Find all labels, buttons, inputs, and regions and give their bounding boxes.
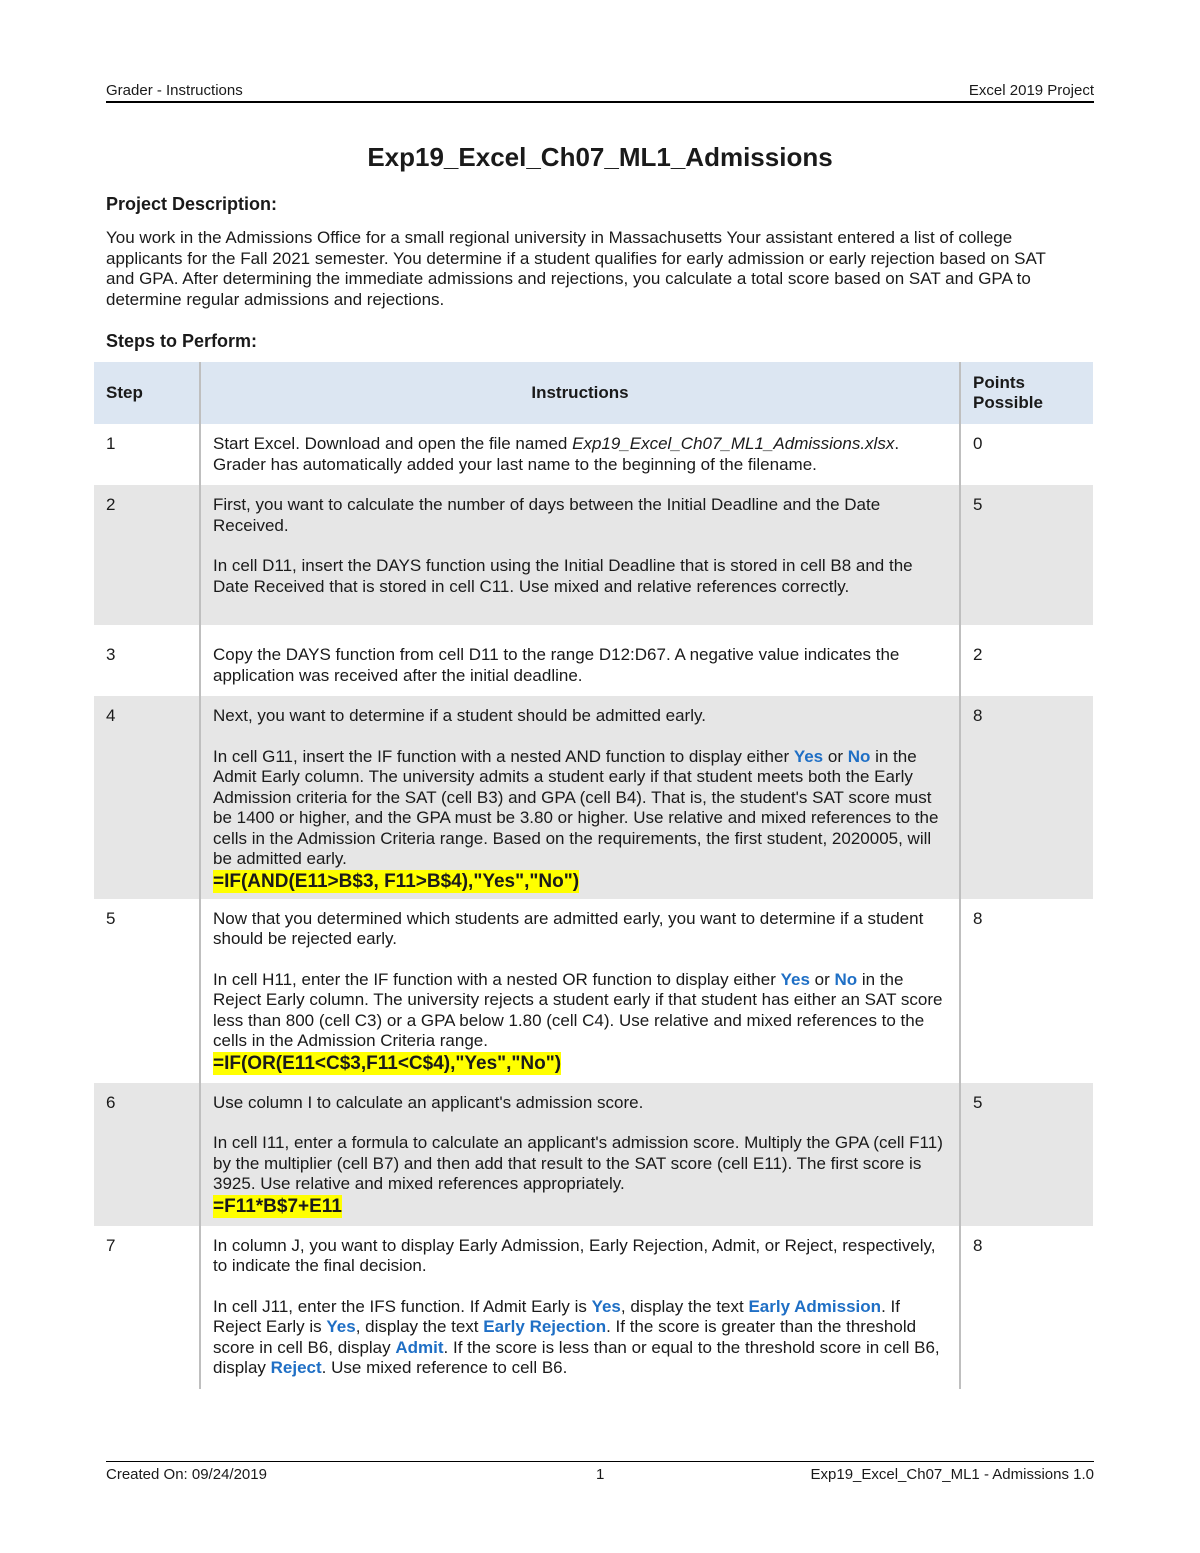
instruction-text: , display the text [355,1317,484,1336]
instruction-text: or [823,746,848,766]
table-row [94,1083,1093,1226]
instruction-text: or [809,969,835,989]
description-line: applicants for the Fall 2021 semester. You determine if a student qualifies for early admission or early rejection based on SAT [106,248,1046,268]
step-number: 2 [94,485,200,625]
header-instructions: Instructions [200,362,960,424]
keyword-early-rejection: Early Rejection [483,1317,607,1336]
step-instructions [200,899,960,1083]
instruction-text: In cell G11, insert the IF function with a nested AND function to display either [213,746,794,766]
step-instructions [200,1083,960,1226]
step-points: 8 [973,1235,983,1255]
footer-left: Created On: 09/24/2019 [106,1466,267,1483]
instruction-text: First, you want to calculate the number of days between the Initial Deadline and the Date Received. [213,495,881,535]
keyword-reject: Reject [270,1358,322,1377]
step-instructions [200,696,960,899]
table-row [94,635,1093,696]
step-points: 0 [973,434,983,453]
keyword-yes: Yes [326,1317,356,1336]
footer-right: Exp19_Excel_Ch07_ML1 - Admissions 1.0 [810,1466,1094,1483]
step-number: 3 [94,635,200,696]
table-row [94,1226,1093,1389]
keyword-no: No [834,969,858,989]
header-step: Step [94,362,200,424]
table-header-row [94,362,1093,424]
instruction-text: Now that you determined which students are admitted early, you want to determine if a student should be rejected early. [213,908,924,948]
footer-page-number: 1 [596,1466,605,1483]
instruction-text: in the Admit Early column. The university admits a student early if that student meets both the Early Admission criteria for the SAT (cell B3) and GPA (cell B4). That is, the student's SAT score must be 1400 or higher, and the GPA must be 3.80 or higher. Use relative and mixed references to the cells in the Admission Criteria range. Based on the requirements, the first student, 2020005, will be admitted early. [213,746,939,868]
step-points: 2 [973,645,983,664]
steps-heading: Steps to Perform: [106,331,258,351]
keyword-yes: Yes [793,746,824,766]
step-points: 5 [960,485,1093,625]
header-points [960,362,1093,424]
instruction-text: Start Excel. Download and open the file named [213,434,573,453]
instruction-text: In column J, you want to display Early Admission, Early Rejection, Admit, or Reject, respectively, to indicate the final decision. [213,1235,936,1275]
table-row [94,424,1093,485]
keyword-yes: Yes [780,969,810,989]
step-instructions [200,1226,960,1389]
step-points: 8 [960,696,1093,899]
keyword-no: No [847,746,871,766]
header-points-line2: Possible [973,393,1043,412]
description-line: and GPA. After determining the immediate admissions and rejections, you calculate a total score based on SAT and GPA to [106,269,1031,288]
header-left: Grader - Instructions [106,82,243,99]
instruction-text: Use column I to calculate an applicant's admission score. [213,1092,644,1112]
project-description [106,228,1096,310]
header-right: Excel 2019 Project [968,82,1094,99]
keyword-admit: Admit [395,1337,444,1357]
step-instructions [200,424,960,485]
keyword-early-admission: Early Admission [748,1296,882,1316]
instruction-text: In cell I11, enter a formula to calculate an applicant's admission score. Multiply the GPA (cell F11) by the multiplier (cell B7) and then add that result to the SAT score (cell E11). The first score is 3925. Use relative and mixed references appropriately. [213,1133,943,1193]
step-number: 4 [94,696,200,899]
table-row [94,696,1093,899]
instruction-text: Next, you want to determine if a student should be admitted early. [213,706,706,725]
instruction-text: . If Reject Early is [213,1296,900,1336]
step-points: 5 [960,1083,1093,1226]
table-row [94,899,1093,1083]
row-spacer [94,625,1093,635]
description-line: determine regular admissions and rejections. [106,289,445,309]
instruction-text: Copy the DAYS function from cell D11 to the range D12:D67. A negative value indicates the application was received after the initial deadline. [213,645,900,685]
keyword-yes: Yes [591,1296,621,1316]
step-number: 1 [94,424,200,485]
instruction-text: in the Reject Early column. The university rejects a student early if that student has either an SAT score less than 800 (cell C3) or a GPA below 1.80 (cell C4). Use relative and mixed references to the cells in the Admission Criteria range. [213,969,943,1050]
step-instructions [200,635,960,696]
table-row [94,485,1093,625]
instruction-text: In cell J11, enter the IFS function. If Admit Early is [213,1296,592,1316]
formula-highlight: =IF(AND(E11>B$3, F11>B$4),"Yes","No") [213,870,580,892]
document-title: Exp19_Excel_Ch07_ML1_Admissions [367,142,833,172]
step-points: 8 [973,908,983,928]
instruction-text: . If the score is less than or equal to the threshold score in cell B6, display [213,1337,940,1377]
filename: Exp19_Excel_Ch07_ML1_Admissions.xlsx [572,434,895,453]
page-footer [106,1461,1094,1483]
header-points-line1: Points [973,372,1025,392]
instruction-text: , display the text [620,1296,749,1316]
step-number: 7 [94,1226,200,1389]
step-instructions [200,485,960,625]
project-description-heading: Project Description: [106,194,278,214]
formula-highlight: =IF(OR(E11<C$3,F11<C$4),"Yes","No") [213,1052,562,1074]
steps-table [94,362,1093,1389]
step-number: 6 [94,1083,200,1226]
instruction-text: . Grader has automatically added your last name to the beginning of the filename. [213,434,900,474]
instruction-text: In cell D11, insert the DAYS function using the Initial Deadline that is stored in cell B8 and the Date Received that is stored in cell C11. Use mixed and relative references correctly. [213,556,913,596]
step-number: 5 [94,899,200,1083]
instruction-text: In cell H11, enter the IF function with a nested OR function to display either [213,969,781,989]
description-line: You work in the Admissions Office for a small regional university in Massachusetts Your assistant entered a list of college [106,228,1013,247]
page-header [106,82,1094,103]
formula-highlight: =F11*B$7+E11 [213,1195,342,1217]
instruction-text: . If the score is greater than the threshold score in cell B6, display [213,1317,917,1357]
instruction-text: . Use mixed reference to cell B6. [321,1358,568,1377]
